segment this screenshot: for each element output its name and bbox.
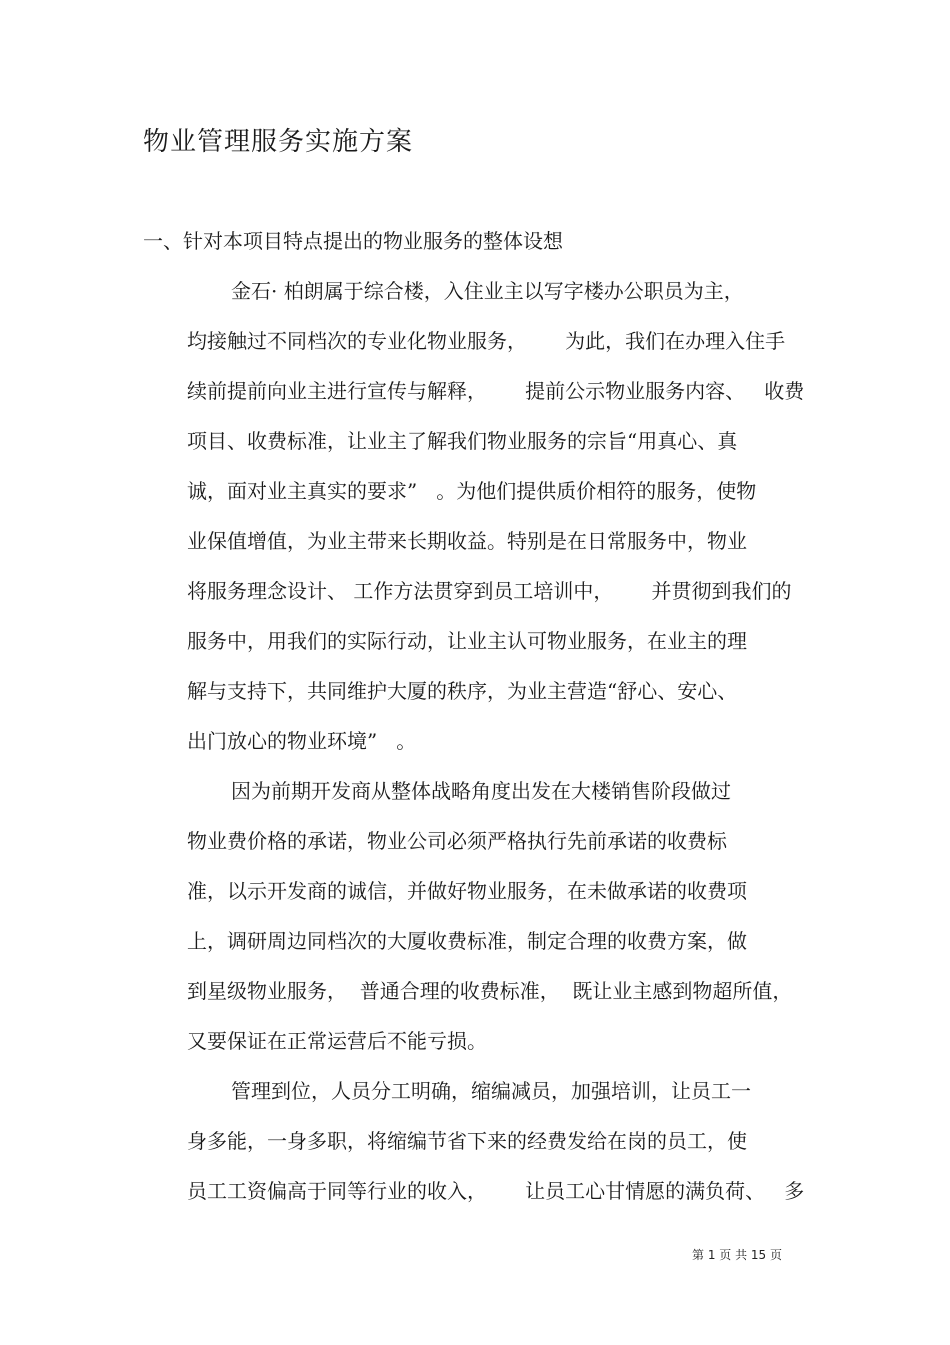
body-line: 物业费价格的承诺，物业公司必须严格执行先前承诺的收费标 — [187, 829, 727, 853]
body-line: 身多能，一身多职，将缩编节省下来的经费发给在岗的员工，使 — [187, 1129, 747, 1153]
body-line: 因为前期开发商从整体战略角度出发在大楼销售阶段做过 — [231, 779, 731, 803]
body-line: 解与支持下，共同维护大厦的秩序，为业主营造“舒心、安心、 — [187, 679, 738, 703]
body-line: 出门放心的物业环境” 。 — [187, 729, 417, 753]
body-line: 管理到位，人员分工明确，缩编减员，加强培训，让员工一 — [231, 1079, 751, 1103]
body-line: 诚，面对业主真实的要求” 。为他们提供质价相符的服务，使物 — [187, 479, 757, 503]
body-line: 金石· 柏朗属于综合楼，入住业主以写字楼办公职员为主， — [231, 279, 744, 303]
page-number: 第 1 页 共 15 页 — [692, 1248, 782, 1262]
body-line: 续前提前向业主进行宣传与解释， 提前公示物业服务内容、 收费 — [187, 379, 805, 403]
document-title: 物业管理服务实施方案 — [143, 127, 414, 157]
body-line: 员工工资偏高于同等行业的收入， 让员工心甘情愿的满负荷、 多 — [187, 1179, 805, 1203]
body-line: 到星级物业服务， 普通合理的收费标准， 既让业主感到物超所值， — [187, 979, 793, 1003]
body-line: 均接触过不同档次的专业化物业服务， 为此，我们在办理入住手 — [187, 329, 786, 353]
section-heading: 一、针对本项目特点提出的物业服务的整体设想 — [143, 229, 563, 253]
body-line: 服务中，用我们的实际行动，让业主认可物业服务，在业主的理 — [187, 629, 747, 653]
body-line: 将服务理念设计、 工作方法贯穿到员工培训中， 并贯彻到我们的 — [187, 579, 792, 603]
body-line: 上，调研周边同档次的大厦收费标准，制定合理的收费方案，做 — [187, 929, 747, 953]
body-line: 业保值增值，为业主带来长期收益。特别是在日常服务中，物业 — [187, 529, 747, 553]
body-line: 又要保证在正常运营后不能亏损。 — [187, 1029, 487, 1053]
body-line: 准，以示开发商的诚信，并做好物业服务，在未做承诺的收费项 — [187, 879, 747, 903]
body-line: 项目、收费标准，让业主了解我们物业服务的宗旨“用真心、真 — [187, 429, 738, 453]
